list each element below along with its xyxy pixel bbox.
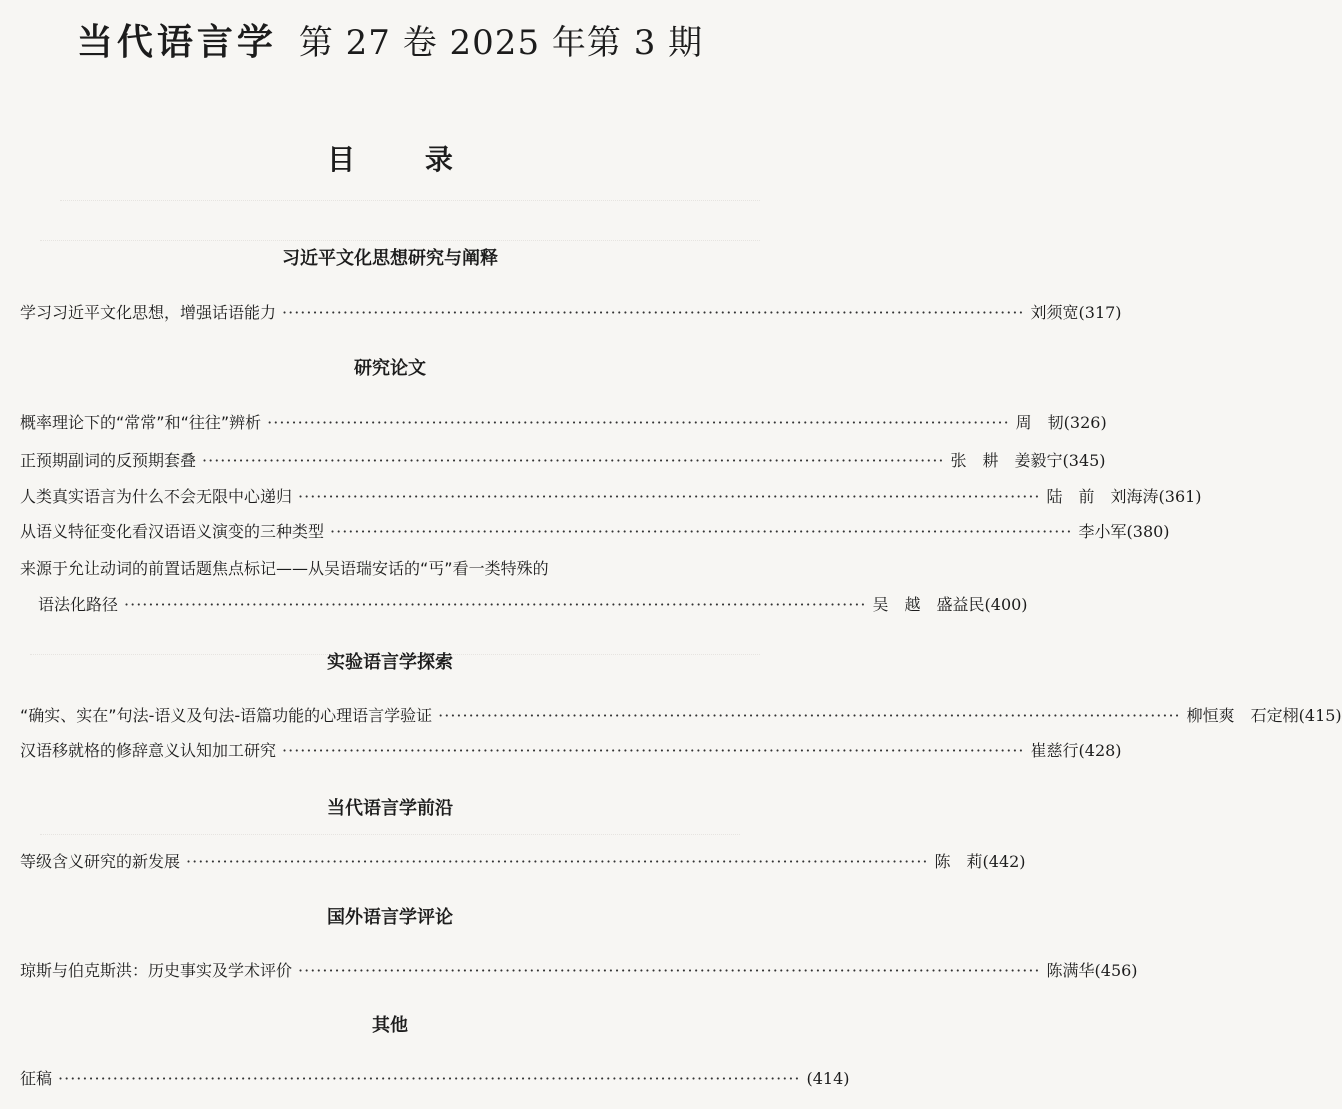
entry-page: (326) [1063,413,1107,432]
leader-dots: ·························································································································· [282,303,1025,322]
toc-entry[interactable] [20,448,1106,478]
section-heading: 实验语言学探索 [327,652,453,673]
entry-author: 陈满华 [1046,961,1095,980]
entry-title: 征稿 [20,1069,53,1088]
toc-entry[interactable] [20,849,1026,879]
entry-page: (442) [982,852,1026,871]
toc-entry[interactable] [20,703,1342,733]
entry-author: 陈 莉 [934,852,983,871]
entry-author: 刘须宽 [1030,303,1079,322]
entry-title: 从语义特征变化看汉语语义演变的三种类型 [20,522,325,541]
toc-entry[interactable] [20,738,1122,768]
entry-author: 张 耕 姜毅宁 [950,451,1063,470]
entry-page: (361) [1158,487,1202,506]
section-heading: 国外语言学评论 [327,907,453,928]
issue-info: 第 27 卷 2025 年第 3 期 [298,23,704,63]
entry-title: 概率理论下的“常常”和“往往”辨析 [20,413,262,432]
entry-author: 周 韧 [1015,413,1064,432]
entry-title-line1[interactable]: 来源于允让动词的前置话题焦点标记——从吴语瑞安话的“丐”看一类特殊的 [20,559,549,578]
entry-page: (456) [1094,961,1138,980]
leader-dots: ·························································································································· [124,595,867,614]
toc-title: 目 录 [327,143,483,176]
entry-author: 吴 越 盛益民 [872,595,985,614]
entry-author: 李小军 [1078,522,1127,541]
entry-title: 等级含义研究的新发展 [20,852,181,871]
entry-author: 陆 前 刘海涛 [1046,487,1159,506]
section-heading: 其他 [372,1015,408,1036]
toc-entry[interactable] [20,1066,850,1096]
entry-title: 正预期副词的反预期套叠 [20,451,197,470]
journal-header [0,14,780,65]
toc-entry[interactable] [20,410,1107,440]
entry-title: “确实、实在”句法-语义及句法-语篇功能的心理语言学验证 [20,706,433,725]
toc-entry[interactable] [38,592,1028,622]
toc-entry[interactable] [20,484,1202,514]
leader-dots: ·························································································································· [330,522,1073,541]
leader-dots: ·························································································································· [298,487,1041,506]
entry-title: 语法化路径 [38,595,119,614]
entry-title: 琼斯与伯克斯洪：历史事实及学术评价 [20,961,293,980]
entry-page: (345) [1062,451,1106,470]
entry-page: (415) [1298,706,1342,725]
toc-entry[interactable] [20,300,1122,330]
toc-entry[interactable] [20,958,1138,988]
leader-dots: ·························································································································· [202,451,945,470]
entry-page: (380) [1126,522,1170,541]
leader-dots: ·························································································································· [282,741,1025,760]
entry-author: 崔慈行 [1030,741,1079,760]
leader-dots: ·························································································································· [58,1069,801,1088]
entry-author: 柳恒爽 石定栩 [1186,706,1299,725]
leader-dots: ·························································································································· [267,413,1010,432]
toc-entry[interactable] [20,519,1170,549]
section-heading: 研究论文 [354,358,426,379]
entry-title: 学习习近平文化思想，增强话语能力 [20,303,277,322]
entry-page: (317) [1078,303,1122,322]
section-heading: 当代语言学前沿 [327,798,453,819]
leader-dots: ·························································································································· [298,961,1041,980]
entry-title: 人类真实语言为什么不会无限中心递归 [20,487,293,506]
section-heading: 习近平文化思想研究与阐释 [282,248,498,269]
entry-title: 汉语移就格的修辞意义认知加工研究 [20,741,277,760]
leader-dots: ·························································································································· [438,706,1181,725]
entry-page: (400) [984,595,1028,614]
entry-page: (428) [1078,741,1122,760]
journal-name: 当代语言学 [76,22,277,63]
leader-dots: ·························································································································· [186,852,929,871]
entry-page: (414) [806,1069,850,1088]
